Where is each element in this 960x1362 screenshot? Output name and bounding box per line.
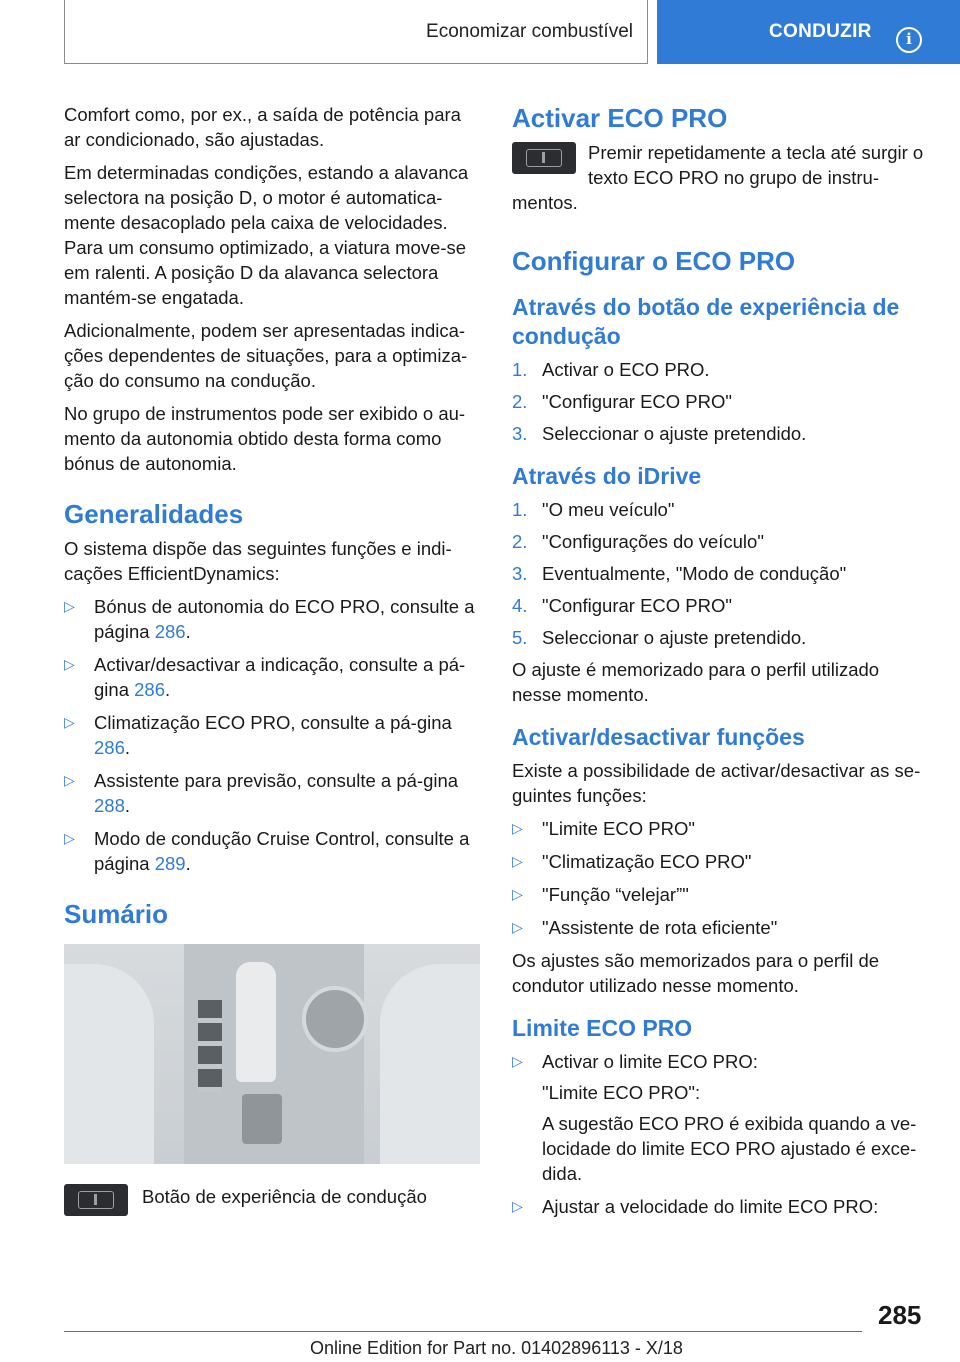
step-item: 2. "Configurações do veículo" <box>512 531 764 552</box>
page-link[interactable]: 286 <box>134 679 165 700</box>
left-column <box>64 102 480 1216</box>
center-console-photo <box>64 944 480 1164</box>
list-item: ▷ Bónus de autonomia do ECO PRO, consulte a página 286. <box>64 596 475 642</box>
funcoes-note: Os ajustes são memorizados para o perfil de condutor utilizado nesse momento. <box>512 950 880 996</box>
page-number: 285 <box>878 1300 922 1330</box>
list-item: ▷ Activar/desactivar a indicação, consulte a pá‐gina 286. <box>64 654 466 700</box>
caption-text: Botão de experiência de condução <box>142 1186 427 1207</box>
triangle-bullet-icon: ▷ <box>512 853 523 869</box>
step-item: 1. Activar o ECO PRO. <box>512 359 710 380</box>
list-item: ▷ "Climatização ECO PRO" <box>512 851 752 872</box>
list-item: ▷ Assistente para previsão, consulte a pá‐gina 288. <box>64 770 459 816</box>
paragraph: Comfort como, por ex., a saída de potência para ar condicionado, são ajustadas. <box>64 104 461 150</box>
driving-experience-buttons <box>198 1000 222 1092</box>
list-item: ▷ Activar o limite ECO PRO: "Limite ECO PRO": A sugestão ECO PRO é exibida quando a ve‐locidade do limite ECO PRO ajustado é exce‐dida. <box>512 1049 926 1186</box>
list-item: ▷ Ajustar a velocidade do limite ECO PRO: <box>512 1196 879 1217</box>
limite-list <box>512 1049 926 1219</box>
heading-via-botao: Através do botão de experiência de condução <box>512 294 900 349</box>
generalidades-intro: O sistema dispõe das seguintes funções e indi‐cações EfficientDynamics: <box>64 538 452 584</box>
driving-experience-button-icon <box>64 1184 128 1216</box>
triangle-bullet-icon: ▷ <box>64 656 75 672</box>
info-icon[interactable]: i <box>896 27 922 53</box>
page-link[interactable]: 286 <box>154 621 186 642</box>
triangle-bullet-icon: ▷ <box>512 820 523 836</box>
paragraph: Em determinadas condições, estando a alavanca selectora na posição D, o motor é automatica‐mente desacoplado pela caixa de velocidades. Para um consumo optimizado, a viatura move-se em ralenti. A posição D da alavanca selectora mantém-se engatada. <box>64 162 469 308</box>
generalidades-list <box>64 594 480 876</box>
activar-instructions: Premir repetidamente a tecla até surgir o texto ECO PRO no grupo de instru‐mentos. <box>512 142 924 213</box>
paragraph: Adicionalmente, podem ser apresentadas indica‐ções dependentes de situações, para a optimiza‐ção do consumo na condução. <box>64 320 468 391</box>
triangle-bullet-icon: ▷ <box>512 919 523 935</box>
triangle-bullet-icon: ▷ <box>512 1053 523 1069</box>
heading-sumario: Sumário <box>64 899 169 929</box>
list-item: ▷ "Função “velejar”" <box>512 884 689 905</box>
photo-caption <box>64 1184 480 1216</box>
paragraph: No grupo de instrumentos pode ser exibido o au‐mento da autonomia obtido desta forma como bónus de autonomia. <box>64 403 466 474</box>
page-link[interactable]: 288 <box>94 795 125 816</box>
idrive-note: O ajuste é memorizado para o perfil utilizado nesse momento. <box>512 659 880 705</box>
triangle-bullet-icon: ▷ <box>64 714 75 730</box>
step-item: 4. "Configurar ECO PRO" <box>512 595 732 616</box>
page-link[interactable]: 289 <box>154 853 186 874</box>
heading-activar-eco-pro: Activar ECO PRO <box>512 103 728 133</box>
list-item: ▷ Modo de condução Cruise Control, consulte a página 289. <box>64 828 470 874</box>
heading-via-idrive: Através do iDrive <box>512 463 702 489</box>
list-item: ▷ "Limite ECO PRO" <box>512 818 695 839</box>
funcoes-intro: Existe a possibilidade de activar/desactivar as se‐guintes funções: <box>512 760 921 806</box>
step-item: 2. "Configurar ECO PRO" <box>512 391 732 412</box>
funcoes-list <box>512 816 926 940</box>
list-item: ▷ "Assistente de rota eficiente" <box>512 917 778 938</box>
driving-experience-button-icon <box>512 142 576 174</box>
right-column <box>512 102 926 1227</box>
step-item: 3. Eventualmente, "Modo de condução" <box>512 563 847 584</box>
step-item: 5. Seleccionar o ajuste pretendido. <box>512 627 807 648</box>
header-section-title <box>64 0 648 64</box>
idrive-controller <box>302 986 368 1052</box>
triangle-bullet-icon: ▷ <box>512 1198 523 1214</box>
footer-divider <box>64 1331 862 1332</box>
step-item: 3. Seleccionar o ajuste pretendido. <box>512 423 807 444</box>
gear-selector-lever <box>236 962 276 1082</box>
section-label: Economizar combustível <box>426 20 633 42</box>
heading-funcoes: Activar/desactivar funções <box>512 724 805 750</box>
botao-steps <box>512 357 926 446</box>
heading-configurar: Configurar o ECO PRO <box>512 246 796 276</box>
heading-limite: Limite ECO PRO <box>512 1015 693 1041</box>
triangle-bullet-icon: ▷ <box>64 830 75 846</box>
chapter-label: CONDUZIR <box>769 21 872 42</box>
triangle-bullet-icon: ▷ <box>64 598 75 614</box>
list-item: ▷ Climatização ECO PRO, consulte a pá‐gina 286. <box>64 712 452 758</box>
triangle-bullet-icon: ▷ <box>64 772 75 788</box>
triangle-bullet-icon: ▷ <box>512 886 523 902</box>
heading-generalidades: Generalidades <box>64 499 244 529</box>
sub-line: "Limite ECO PRO": <box>542 1082 701 1103</box>
idrive-steps <box>512 497 926 650</box>
page-link[interactable]: 286 <box>94 737 125 758</box>
sub-line: A sugestão ECO PRO é exibida quando a ve‐locidade do limite ECO PRO ajustado é exce‐dida. <box>542 1113 917 1184</box>
parking-brake-button <box>242 1094 282 1144</box>
footer-edition: Online Edition for Part no. 01402896113 - X/18 <box>310 1338 683 1358</box>
step-item: 1. "O meu veículo" <box>512 499 675 520</box>
